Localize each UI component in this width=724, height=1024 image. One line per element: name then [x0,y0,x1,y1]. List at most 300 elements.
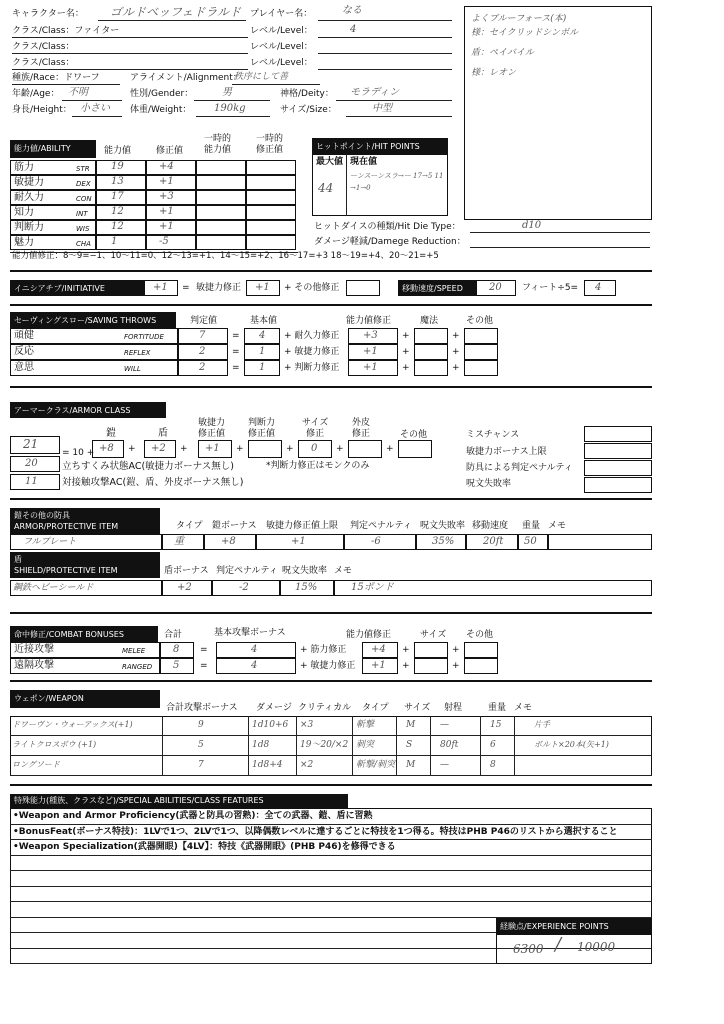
save-ability-box[interactable] [348,344,398,360]
ability-mod-box[interactable] [146,160,196,175]
combat-col-size: サイズ [420,630,447,640]
hit-die-value[interactable]: d10 [522,220,542,231]
level1-value[interactable]: 4 [350,24,357,35]
xp-header: 経験点/EXPERIENCE POINTS [496,918,652,934]
ac-size: 0 [311,443,318,454]
ability-name-en: CHA [76,240,91,248]
initiative-total-box[interactable] [144,280,178,296]
ac-shield: +2 [151,443,166,454]
combat-col-ability: 能力値修正 [346,630,392,640]
ability-mod-box[interactable] [146,205,196,220]
xp-current: 6300 [513,942,544,956]
combat-misc-box[interactable] [464,658,498,674]
weapon-size[interactable]: M [406,760,416,770]
special-rule-line [10,886,652,887]
level2-label: レベル/Level： [250,42,313,52]
ac-col-size: サイズ 修正 [302,418,329,439]
combat-bab-box[interactable] [216,642,296,658]
armor-col-asf: 呪文失敗率 [420,521,466,531]
ability-col-temp-mod: 一時的 修正値 [256,134,284,155]
save-base-box[interactable] [244,344,280,360]
armor-asf: 35% [432,536,455,547]
ac-miss-box[interactable] [584,426,652,442]
save-total-box[interactable] [178,344,228,360]
weapon-col-memo: メモ [514,703,533,713]
ability-score: 19 [111,161,124,172]
initiative-misc-label: + その他修正 [284,283,340,293]
ac-miss-label: ミスチャンス [466,430,520,440]
ability-score: 12 [111,221,124,232]
weapon-name[interactable]: ドワーヴン・ウォーアックス(+1) [12,720,133,729]
weapon-damage[interactable]: 1d8+4 [252,760,283,770]
save-total-box[interactable] [178,360,228,376]
ac-asf-label: 呪文失敗率 [466,479,512,489]
weapon-name[interactable]: ロングソード [12,760,60,769]
weapon-type[interactable]: 斬撃 [356,720,375,730]
shield-name: 鋼鉄ヘビーシールド [13,583,94,593]
save-name-jp: 頑健 [14,330,34,341]
ability-score: 13 [111,176,124,187]
save-ability-label: + 敏捷力修正 [284,347,340,357]
armor-col-type: タイプ [176,521,203,531]
save-magic-box[interactable] [414,328,448,344]
ability-score: 17 [111,191,124,202]
weapon-weight[interactable]: 6 [490,740,496,750]
shield-col-memo: メモ [334,566,353,576]
ability-mod-box[interactable] [146,220,196,235]
armor-acp-box[interactable] [344,534,416,550]
combat-col-bab: 基本攻撃ボーナス [214,628,286,638]
combat-plus: + [402,661,410,671]
save-base: 4 [259,330,266,341]
armor-name-box[interactable] [10,534,162,550]
ac-header: アーマークラス/ARMOR CLASS [10,402,166,418]
armor-item-header-jp: 鎧その他の防具 [14,511,70,520]
combat-name-jp: 遠隔攻撃 [14,660,54,671]
weapon-type[interactable]: 斬撃/刺突 [356,760,396,770]
shield-item-header-en: SHIELD/PROTECTIVE ITEM [14,566,118,575]
combat-col-total: 合計 [164,630,183,640]
armor-memo-box[interactable] [548,534,652,550]
ability-mod: +3 [159,191,174,202]
armor-col-memo: メモ [548,521,567,531]
ability-name-en: CON [76,195,92,203]
saves-col-misc: その他 [466,316,494,326]
ac-flat-box[interactable] [10,456,60,472]
save-misc-box[interactable] [464,360,498,376]
combat-bab: 4 [251,660,258,671]
ability-header: 能力値/ABILITY [10,140,96,158]
hp-header: ヒットポイント/HIT POINTS [312,138,448,154]
ac-asf-box[interactable] [584,477,652,493]
ac-total-box[interactable] [10,436,60,454]
combat-ability: +1 [371,660,386,671]
combat-plus: + [452,645,460,655]
ability-mod-box[interactable] [146,175,196,190]
saves-col-total: 判定値 [190,316,218,326]
armor-bonus-box[interactable] [204,534,256,550]
ability-mod: +1 [159,176,174,187]
combat-size-box[interactable] [414,642,448,658]
save-plus: + [402,347,410,357]
note-line: 様：セイクリッドシンボル [471,28,578,38]
ability-temp-mod-box[interactable] [246,160,296,175]
class1-label: クラス/Class：ファイター [12,26,120,36]
ability-temp-score-box[interactable] [196,175,246,190]
ac-touch: 11 [25,476,38,487]
dr-label: ダメージ軽減/Damege Reduction： [314,237,466,247]
ability-temp-mod-box[interactable] [246,205,296,220]
ac-col-dex: 敏捷力 修正値 [198,418,226,439]
weapon-memo[interactable]: 片手 [534,720,550,729]
save-name-en: FORTITUDE [124,333,164,341]
speed-box[interactable] [476,280,516,296]
special-ability-line: •Weapon and Armor Proficiency(武器と防具の習熟)：全ての武器、鎧、盾に習熟 [13,811,373,821]
weapon-damage[interactable]: 1d8 [252,740,270,750]
hp-max-value[interactable]: 44 [318,181,334,195]
saves-header: セーヴィングスロー/SAVING THROWS [10,312,176,328]
ac-touch-label: 対接触攻撃AC(鎧、盾、外皮ボーナス無し) [62,477,244,488]
ability-name-en: WIS [76,225,90,233]
ac-nat-box[interactable] [348,440,382,458]
save-plus: + [452,331,460,341]
age-label: 年齢/Age： [12,89,60,99]
shield-col-acp: 判定ペナルティ [216,566,278,576]
ability-temp-score-box[interactable] [196,190,246,205]
combat-size-box[interactable] [414,658,448,674]
combat-misc-box[interactable] [464,642,498,658]
shield-item-header-jp: 盾 [14,555,22,564]
armor-acp: -6 [371,536,381,547]
combat-total-box[interactable] [160,642,194,658]
weapon-range[interactable]: 80ft [440,740,459,750]
save-ability-label: + 耐久力修正 [284,331,340,341]
shield-asf-box[interactable] [280,580,334,596]
save-name-jp: 意思 [14,362,34,373]
ability-temp-score-box[interactable] [196,160,246,175]
ability-mod: +1 [159,206,174,217]
hp-current-value[interactable]: ーンスーンスラ→ー 17→5 11 →1→0 [350,172,444,192]
gender-label: 性別/Gender： [130,89,194,99]
weapon-row[interactable] [10,756,652,776]
ac-col-armor: 鎧 [106,428,116,439]
speed-value: 20 [489,282,502,293]
shield-bonus-box[interactable] [162,580,212,596]
initiative-dex-box[interactable] [246,280,280,296]
shield-asf: 15% [295,582,318,593]
ability-score: 1 [111,236,118,247]
save-plus: + [452,347,460,357]
initiative-header: イニシアチブ/INITIATIVE [10,280,144,296]
hit-die-label: ヒットダイスの種類/Hit Die Type： [314,222,461,232]
combat-ability-label: + 敏捷力修正 [300,661,356,671]
armor-col-bonus: 鎧ボーナス [212,521,257,531]
combat-name-jp: 近接攻撃 [14,644,54,655]
weapon-crit[interactable]: 19〜20/×2 [300,740,349,750]
xp-box[interactable] [496,934,652,964]
initiative-misc-box[interactable] [346,280,380,296]
save-misc-box[interactable] [464,328,498,344]
save-base-box[interactable] [244,360,280,376]
weapon-crit[interactable]: ×3 [300,720,314,730]
combat-total-box[interactable] [160,658,194,674]
player-name-label: プレイヤー名： [250,9,313,19]
save-ability: +1 [363,346,378,357]
ac-maxdex-box[interactable] [584,443,652,459]
ability-col-mod: 修正値 [156,146,184,156]
save-base: 1 [259,346,266,357]
speed-squares-box[interactable] [584,280,616,296]
age-value[interactable]: 不明 [68,87,88,98]
armor-maxdex: +1 [291,536,306,547]
armor-asf-box[interactable] [416,534,466,550]
ability-temp-mod-box[interactable] [246,235,296,250]
save-name-cell [10,344,178,360]
ability-score: 12 [111,206,124,217]
weapon-range[interactable]: — [440,720,449,730]
height-value[interactable]: 小さい [80,103,110,114]
save-base: 1 [259,362,266,373]
weapon-type[interactable]: 刺突 [356,740,375,750]
ac-wis-note: *判断力修正はモンクのみ [266,461,370,471]
deity-label: 神格/Deity： [280,89,334,99]
ability-temp-score-box[interactable] [196,235,246,250]
save-ability-box[interactable] [348,360,398,376]
ability-score-box[interactable] [96,205,146,220]
armor-col-acp: 判定ペナルティ [350,521,412,531]
ability-name-jp: 知力 [14,207,34,218]
combat-ability-box[interactable] [362,642,398,658]
ability-temp-mod-box[interactable] [246,220,296,235]
save-total-box[interactable] [178,328,228,344]
combat-ability-label: + 筋力修正 [300,645,347,655]
weapon-crit[interactable]: ×2 [300,760,314,770]
char-name-value[interactable]: ゴルドベッフェドラルド [110,5,242,19]
armor-name: フルプレート [23,537,77,547]
weapon-size[interactable]: S [406,740,413,750]
ac-dex: +1 [205,443,220,454]
armor-bonus: +8 [221,536,236,547]
hp-max-label: 最大値 [316,157,344,167]
ac-shield-box[interactable] [144,440,176,458]
ac-wis-box[interactable] [248,440,282,458]
ability-score-box[interactable] [96,220,146,235]
save-total: 2 [199,346,206,357]
save-plus: + [452,363,460,373]
combat-plus: + [402,645,410,655]
combat-eq: = [200,661,208,671]
shield-col-asf: 呪文失敗率 [282,566,328,576]
combat-total: 8 [173,644,180,655]
ability-mod-note: 能力値修正：8〜9=−1、10〜11=0、12〜13=+1、14〜15=+2、16〜17=+3 18〜19=+4、20〜21=+5 [12,251,439,261]
save-magic-box[interactable] [414,344,448,360]
ability-mod: +4 [159,161,174,172]
race-label: 種族/Race：ドワーフ [12,73,100,83]
ac-misc-box[interactable] [398,440,432,458]
armor-item-header-en: ARMOR/PROTECTIVE ITEM [14,522,119,531]
ac-size-box[interactable] [298,440,332,458]
shield-col-bonus: 盾ボーナス [164,566,209,576]
ability-mod-box[interactable] [146,190,196,205]
weapon-memo[interactable]: ボルト×20本(矢+1) [534,740,609,749]
save-plus: + [402,363,410,373]
ability-score-box[interactable] [96,175,146,190]
shield-acp-box[interactable] [212,580,280,596]
deity-value[interactable]: モラディン [350,87,400,98]
armor-col-weight: 重量 [522,521,541,531]
weapon-attack[interactable]: 7 [198,760,204,770]
notes-box[interactable] [464,6,652,220]
armor-type-box[interactable] [162,534,204,550]
shield-name-box[interactable] [10,580,162,596]
ability-score-box[interactable] [96,160,146,175]
save-plus: + [402,331,410,341]
ability-name-jp: 敏捷力 [14,177,44,188]
shield-memo-box[interactable] [334,580,652,596]
ability-score-box[interactable] [96,235,146,250]
speed-squares: 4 [595,282,602,293]
weapon-range[interactable]: — [440,760,449,770]
saves-col-base: 基本値 [250,316,278,326]
ability-mod-box[interactable] [146,235,196,250]
ac-flat: 20 [25,458,38,469]
initiative-dex: +1 [255,282,270,293]
save-misc-box[interactable] [464,344,498,360]
gender-value[interactable]: 男 [222,87,232,98]
save-eq: = [232,331,240,341]
combat-name-en: MELEE [122,647,146,655]
save-base-box[interactable] [244,328,280,344]
special-ability-line: •Weapon Specialization(武器開眼)【4LV】：特技《武器開眼》(PHB P46)を修得できる [13,842,396,852]
ac-armor: +8 [99,443,114,454]
player-name-value[interactable]: なる [342,5,362,16]
special-rule-line [10,870,652,871]
armor-item-header [10,508,160,534]
weapons-header: ウェポン/WEAPON [10,690,160,708]
char-name-label: キャラクター名： [12,9,84,19]
combat-bab-box[interactable] [216,658,296,674]
weight-label: 体重/Weight： [130,105,192,115]
note-line: よくブルーフォース(本) [471,14,567,24]
weapon-size[interactable]: M [406,720,416,730]
weapon-col-range: 射程 [444,703,463,713]
speed-feet-label: フィート÷5= [522,283,579,293]
shield-bonus: +2 [177,582,192,593]
initiative-eq: = [182,283,190,293]
xp-next: 10000 [577,940,616,954]
armor-col-speed: 移動速度 [472,521,509,531]
armor-speed: 20ft [483,536,504,547]
armor-weight: 50 [524,536,537,547]
class3-label: クラス/Class： [12,58,75,68]
special-ability-line: •BonusFeat(ボーナス特技)：1LVで1つ、2LVで1つ、以降偶数レベルに達するごとに特技を1つ得る。特技はPHB P46のリストから選択すること [13,826,618,837]
weapon-attack[interactable]: 5 [198,740,204,750]
size-value[interactable]: 中型 [372,103,392,114]
initiative-dex-label: 敏捷力修正 [196,283,242,293]
note-line: 盾：ペイバイル [471,48,534,58]
ability-temp-mod-box[interactable] [246,175,296,190]
weapon-col-size: サイズ [404,703,431,713]
combat-bab: 4 [251,644,258,655]
ac-armor-box[interactable] [92,440,124,458]
combat-eq: = [200,645,208,655]
weapon-col-attack: 合計攻撃ボーナス [166,703,238,713]
weapon-col-crit: クリティカル [298,703,352,713]
weapon-weight[interactable]: 8 [490,760,496,770]
ac-acp-label: 防具による判定ペナルティ [466,463,573,473]
ac-col-shield: 盾 [158,428,168,439]
weapon-name[interactable]: ライトクロスボウ (+1) [12,740,97,749]
ability-col-score: 能力値 [104,146,132,156]
ability-name-jp: 魅力 [14,237,34,248]
ac-touch-box[interactable] [10,474,60,490]
weapon-attack[interactable]: 9 [198,720,204,730]
saves-col-magic: 魔法 [420,316,439,326]
ac-acp-box[interactable] [584,460,652,476]
armor-maxdex-box[interactable] [256,534,344,550]
save-ability-label: + 判断力修正 [284,363,340,373]
special-rule-line [10,839,652,840]
ac-maxdex-label: 敏捷力ボーナス上限 [466,447,547,457]
save-ability-box[interactable] [348,328,398,344]
level3-label: レベル/Level： [250,58,313,68]
ability-temp-score-box[interactable] [196,220,246,235]
armor-weight-box[interactable] [518,534,548,550]
ac-col-wis: 判断力 修正値 [248,418,276,439]
ability-temp-mod-box[interactable] [246,190,296,205]
save-name-en: REFLEX [124,349,151,357]
save-ability: +3 [363,330,378,341]
ability-score-box[interactable] [96,190,146,205]
weight-value[interactable]: 190kg [214,103,246,114]
ability-name-en: INT [76,210,88,218]
weapon-col-weight: 重量 [488,703,507,713]
combat-col-misc: その他 [466,630,494,640]
ac-total: 21 [23,437,39,451]
save-eq: = [232,347,240,357]
weapon-col-type: タイプ [362,703,389,713]
ac-dex-box[interactable] [198,440,232,458]
alignment-value[interactable]: 秩序にして善 [234,72,289,82]
ac-flat-label: 立ちすくみ状態AC(敏捷力ボーナス無し) [62,461,234,472]
save-magic-box[interactable] [414,360,448,376]
ability-temp-score-box[interactable] [196,205,246,220]
armor-speed-box[interactable] [466,534,518,550]
ac-col-nat: 外皮 修正 [352,418,371,439]
special-rule-line [10,855,652,856]
ability-name-en: STR [76,165,90,173]
ability-col-temp-score: 一時的 能力値 [204,134,232,155]
alignment-label: アライメント/Alignment： [130,73,242,83]
save-ability: +1 [363,362,378,373]
special-rule-line [10,824,652,825]
ac-ten: = 10 + [62,448,95,458]
ability-name-jp: 判断力 [14,222,44,233]
ability-mod: +1 [159,221,174,232]
save-name-en: WILL [124,365,141,373]
shield-acp: -2 [239,582,249,593]
weapon-weight[interactable]: 15 [490,720,502,730]
save-name-jp: 反応 [14,346,34,357]
armor-type: 重 [174,536,184,547]
combat-ability-box[interactable] [362,658,398,674]
special-rule-line [10,901,652,902]
save-name-cell [10,360,178,376]
shield-item-header [10,552,160,578]
weapon-damage[interactable]: 1d10+6 [252,720,289,730]
note-line: 様：レオン [471,68,517,78]
ac-col-misc: その他 [400,430,428,440]
